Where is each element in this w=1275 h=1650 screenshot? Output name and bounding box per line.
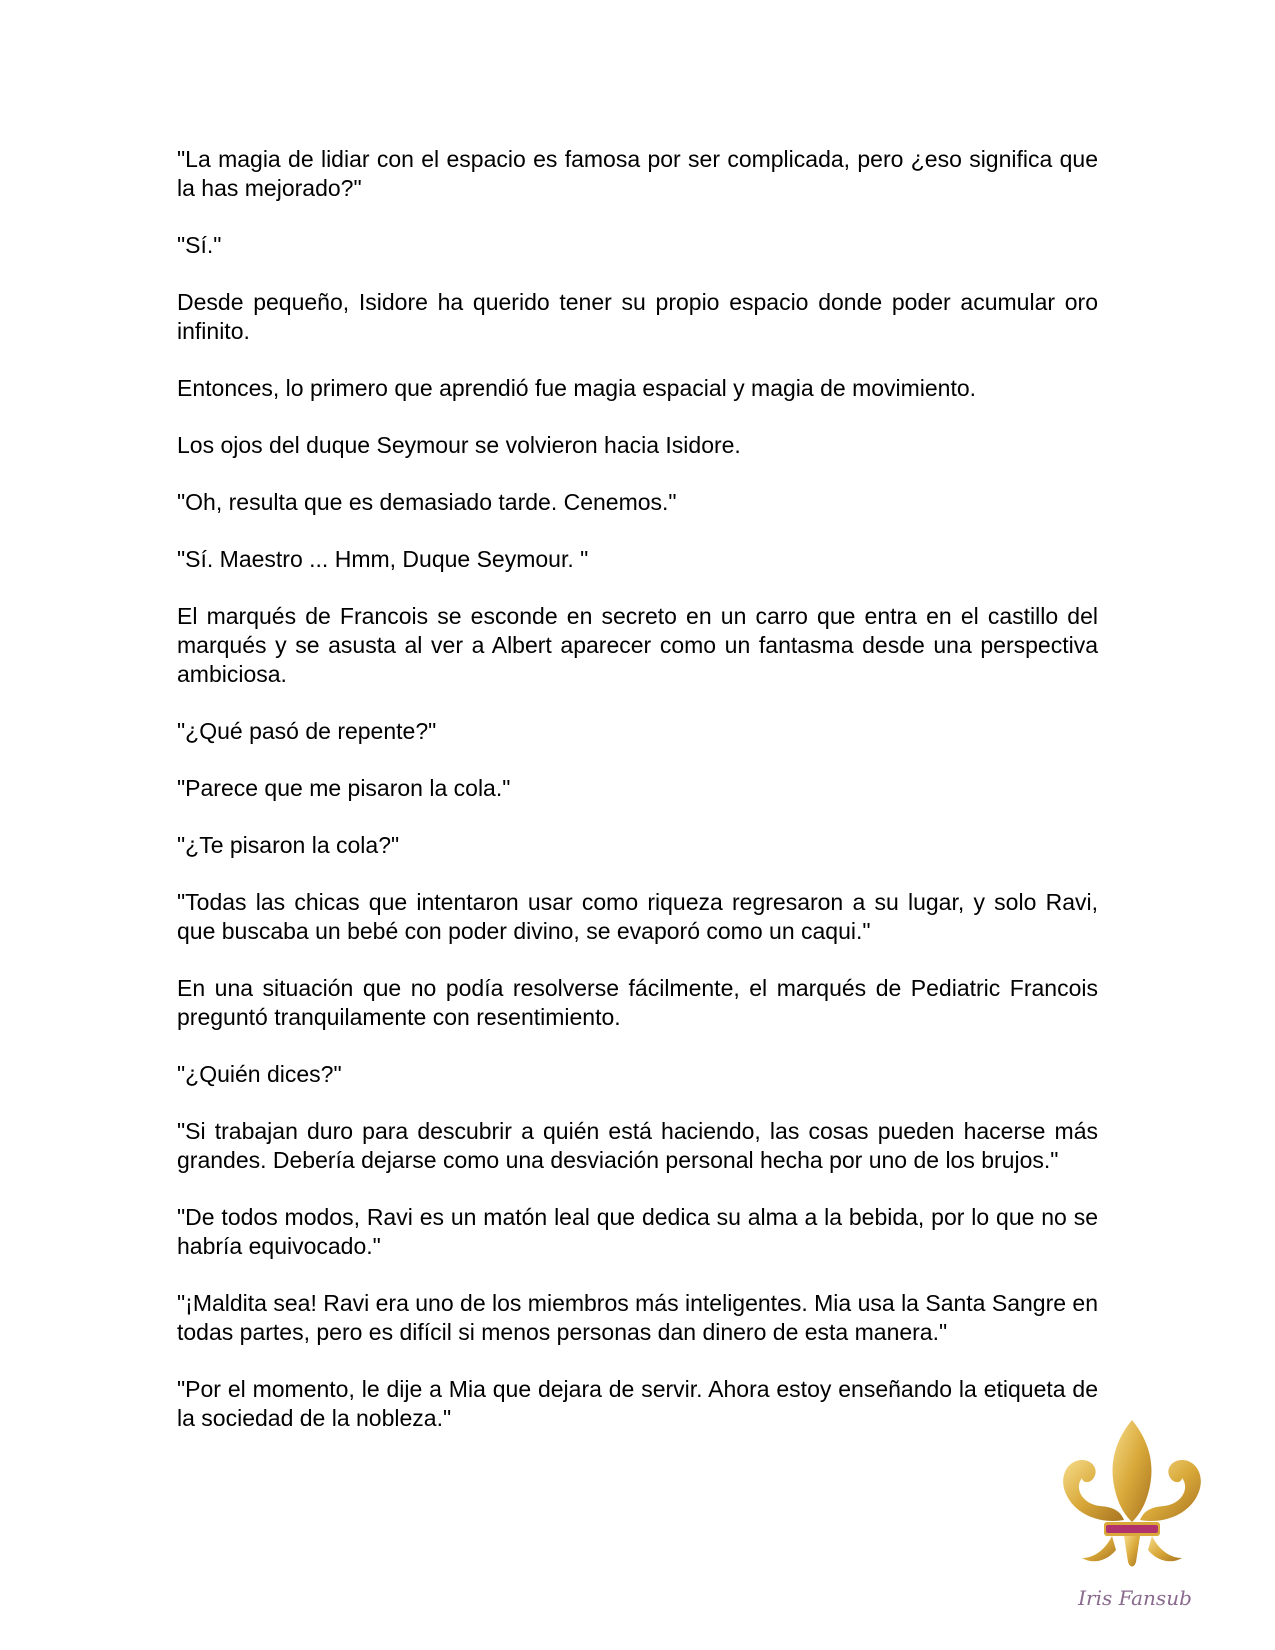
paragraph: "Sí. Maestro ... Hmm, Duque Seymour. " <box>177 546 589 572</box>
paragraph: "Parece que me pisaron la cola." <box>177 775 511 801</box>
paragraph: "Todas las chicas que intentaron usar como riqueza regresaron a su lugar, y solo Ravi, que buscaba un bebé con poder divino, se evaporó como un caqui." <box>177 889 1098 944</box>
paragraph: "Si trabajan duro para descubrir a quién está haciendo, las cosas pueden hacerse más grandes. Debería dejarse como una desviación personal hecha por uno de los brujos." <box>177 1118 1098 1173</box>
paragraph: El marqués de Francois se esconde en secreto en un carro que entra en el castillo del marqués y se asusta al ver a Albert aparecer como un fantasma desde una perspectiva ambiciosa. <box>177 603 1098 687</box>
paragraph: "¡Maldita sea! Ravi era uno de los miembros más inteligentes. Mia usa la Santa Sangre en todas partes, pero es difícil si menos personas dan dinero de esta manera." <box>177 1290 1098 1345</box>
paragraph: "Por el momento, le dije a Mia que dejara de servir. Ahora estoy enseñando la etiqueta de la sociedad de la nobleza." <box>177 1376 1098 1431</box>
paragraph: "Sí." <box>177 232 222 258</box>
paragraph: "De todos modos, Ravi es un matón leal que dedica su alma a la bebida, por lo que no se habría equivocado." <box>177 1204 1098 1259</box>
paragraph: "¿Quién dices?" <box>177 1061 342 1087</box>
fleur-de-lis-icon <box>1052 1412 1212 1612</box>
paragraph: Los ojos del duque Seymour se volvieron hacia Isidore. <box>177 432 741 458</box>
watermark-caption: Iris Fansub <box>1078 1586 1192 1610</box>
paragraph: Entonces, lo primero que aprendió fue magia espacial y magia de movimiento. <box>177 375 977 401</box>
paragraph: "¿Te pisaron la cola?" <box>177 832 400 858</box>
body-text <box>177 145 1098 1461</box>
paragraph: "La magia de lidiar con el espacio es famosa por ser complicada, pero ¿eso significa que la has mejorado?" <box>177 146 1098 201</box>
paragraph: "¿Qué pasó de repente?" <box>177 718 437 744</box>
paragraph: "Oh, resulta que es demasiado tarde. Cenemos." <box>177 489 677 515</box>
paragraph: En una situación que no podía resolverse fácilmente, el marqués de Pediatric Francois preguntó tranquilamente con resentimiento. <box>177 975 1098 1030</box>
paragraph: Desde pequeño, Isidore ha querido tener su propio espacio donde poder acumular oro infinito. <box>177 289 1098 344</box>
